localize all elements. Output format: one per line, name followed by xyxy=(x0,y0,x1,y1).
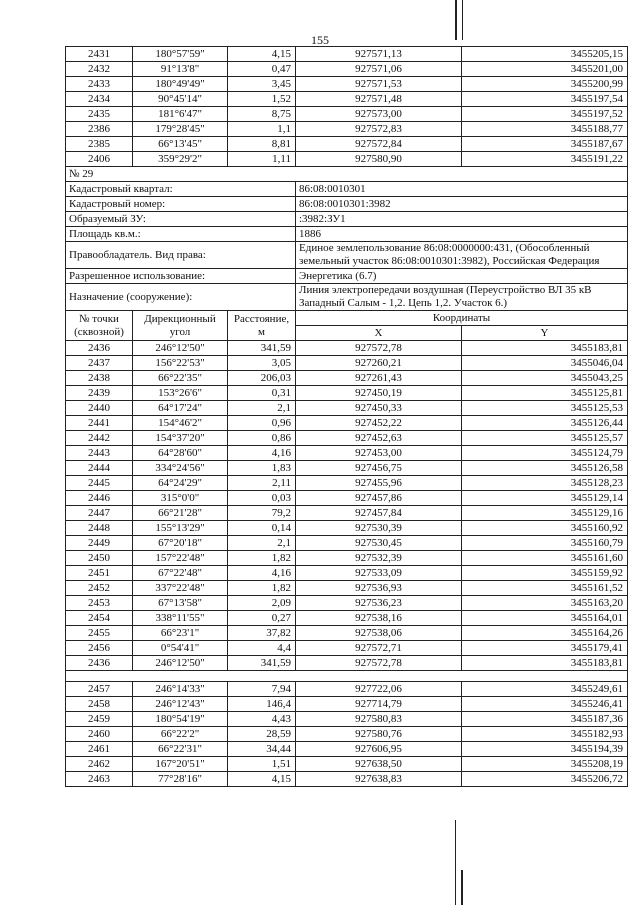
coord-y: 3455125,57 xyxy=(462,431,628,446)
distance: 1,51 xyxy=(228,757,296,772)
direction-angle: 180°57'59" xyxy=(133,47,228,62)
point-number: 2455 xyxy=(66,626,133,641)
point-number: 2406 xyxy=(66,152,133,167)
field-label: Кадастровый квартал: xyxy=(66,182,296,197)
distance: 34,44 xyxy=(228,742,296,757)
field-value: Энергетика (6.7) xyxy=(296,269,628,284)
coord-x: 927450,33 xyxy=(296,401,462,416)
coord-y: 3455183,81 xyxy=(462,341,628,356)
coord-y: 3455159,92 xyxy=(462,566,628,581)
table-row xyxy=(66,772,628,787)
direction-angle: 0°54'41" xyxy=(133,641,228,656)
direction-angle: 67°22'48" xyxy=(133,566,228,581)
scan-mark xyxy=(462,0,463,40)
distance: 0,47 xyxy=(228,62,296,77)
header-coordinates: Координаты xyxy=(296,311,628,326)
table-row xyxy=(66,122,628,137)
point-number: 2445 xyxy=(66,476,133,491)
point-number: 2434 xyxy=(66,92,133,107)
table-row xyxy=(66,611,628,626)
table-row xyxy=(66,491,628,506)
header-distance: Расстояние, м xyxy=(228,311,296,341)
distance: 4,4 xyxy=(228,641,296,656)
distance: 0,27 xyxy=(228,611,296,626)
coord-x: 927530,45 xyxy=(296,536,462,551)
coord-y: 3455206,72 xyxy=(462,772,628,787)
table-row xyxy=(66,107,628,122)
coord-y: 3455187,67 xyxy=(462,137,628,152)
table-row xyxy=(66,521,628,536)
coord-x: 927538,16 xyxy=(296,611,462,626)
distance: 0,03 xyxy=(228,491,296,506)
distance: 8,81 xyxy=(228,137,296,152)
direction-angle: 155°13'29" xyxy=(133,521,228,536)
coord-y: 3455128,23 xyxy=(462,476,628,491)
table-row xyxy=(66,62,628,77)
table-row xyxy=(66,416,628,431)
point-number: 2450 xyxy=(66,551,133,566)
coord-x: 927457,84 xyxy=(296,506,462,521)
direction-angle: 338°11'55" xyxy=(133,611,228,626)
point-number: 2435 xyxy=(66,107,133,122)
coord-x: 927452,22 xyxy=(296,416,462,431)
direction-angle: 64°24'29" xyxy=(133,476,228,491)
point-number: 2385 xyxy=(66,137,133,152)
coord-x: 927571,06 xyxy=(296,62,462,77)
coord-y: 3455043,25 xyxy=(462,371,628,386)
field-value: 1886 xyxy=(296,227,628,242)
coord-y: 3455182,93 xyxy=(462,727,628,742)
coord-y: 3455161,52 xyxy=(462,581,628,596)
distance: 0,96 xyxy=(228,416,296,431)
point-number: 2457 xyxy=(66,682,133,697)
direction-angle: 64°17'24" xyxy=(133,401,228,416)
table-row xyxy=(66,506,628,521)
point-number: 2437 xyxy=(66,356,133,371)
direction-angle: 67°13'58" xyxy=(133,596,228,611)
coord-x: 927261,43 xyxy=(296,371,462,386)
field-row xyxy=(66,197,628,212)
table-row xyxy=(66,461,628,476)
scan-mark xyxy=(461,870,463,905)
coord-y: 3455126,58 xyxy=(462,461,628,476)
coord-y: 3455164,01 xyxy=(462,611,628,626)
field-value: 86:08:0010301 xyxy=(296,182,628,197)
coord-y: 3455179,41 xyxy=(462,641,628,656)
distance: 1,83 xyxy=(228,461,296,476)
direction-angle: 91°13'8" xyxy=(133,62,228,77)
coord-y: 3455205,15 xyxy=(462,47,628,62)
coord-y: 3455188,77 xyxy=(462,122,628,137)
point-number: 2451 xyxy=(66,566,133,581)
distance: 2,11 xyxy=(228,476,296,491)
direction-angle: 337°22'48" xyxy=(133,581,228,596)
coord-x: 927722,06 xyxy=(296,682,462,697)
field-value: 86:08:0010301:3982 xyxy=(296,197,628,212)
point-number: 2453 xyxy=(66,596,133,611)
distance: 206,03 xyxy=(228,371,296,386)
table-row xyxy=(66,47,628,62)
point-number: 2432 xyxy=(66,62,133,77)
coord-y: 3455200,99 xyxy=(462,77,628,92)
table-row xyxy=(66,742,628,757)
direction-angle: 153°26'6" xyxy=(133,386,228,401)
coord-x: 927580,83 xyxy=(296,712,462,727)
table-row xyxy=(66,92,628,107)
distance: 3,45 xyxy=(228,77,296,92)
direction-angle: 180°49'49" xyxy=(133,77,228,92)
table-row xyxy=(66,356,628,371)
header-point: № точки (сквозной) xyxy=(66,311,133,341)
coord-x: 927450,19 xyxy=(296,386,462,401)
section-number: № 29 xyxy=(66,167,628,182)
distance: 4,16 xyxy=(228,566,296,581)
direction-angle: 315°0'0" xyxy=(133,491,228,506)
table-row xyxy=(66,536,628,551)
direction-angle: 67°20'18" xyxy=(133,536,228,551)
coord-x: 927638,83 xyxy=(296,772,462,787)
coord-y: 3455201,00 xyxy=(462,62,628,77)
table-row xyxy=(66,77,628,92)
field-row xyxy=(66,284,628,311)
direction-angle: 246°14'33" xyxy=(133,682,228,697)
coord-x: 927571,48 xyxy=(296,92,462,107)
coord-y: 3455197,54 xyxy=(462,92,628,107)
coord-y: 3455129,16 xyxy=(462,506,628,521)
coord-y: 3455160,92 xyxy=(462,521,628,536)
coord-x: 927536,23 xyxy=(296,596,462,611)
table-row xyxy=(66,566,628,581)
coord-x: 927455,96 xyxy=(296,476,462,491)
coord-y: 3455191,22 xyxy=(462,152,628,167)
coord-x: 927452,63 xyxy=(296,431,462,446)
point-number: 2461 xyxy=(66,742,133,757)
direction-angle: 154°37'20" xyxy=(133,431,228,446)
coord-x: 927573,00 xyxy=(296,107,462,122)
table-row xyxy=(66,712,628,727)
table-row xyxy=(66,341,628,356)
coord-x: 927571,13 xyxy=(296,47,462,62)
coord-x: 927533,09 xyxy=(296,566,462,581)
direction-angle: 246°12'50" xyxy=(133,656,228,671)
direction-angle: 66°22'35" xyxy=(133,371,228,386)
direction-angle: 66°21'28" xyxy=(133,506,228,521)
coord-y: 3455194,39 xyxy=(462,742,628,757)
coord-x: 927572,84 xyxy=(296,137,462,152)
coord-x: 927572,71 xyxy=(296,641,462,656)
point-number: 2438 xyxy=(66,371,133,386)
distance: 0,14 xyxy=(228,521,296,536)
table-row xyxy=(66,757,628,772)
table-row xyxy=(66,401,628,416)
field-label: Правообладатель. Вид права: xyxy=(66,242,296,269)
table-row xyxy=(66,581,628,596)
coord-x: 927538,06 xyxy=(296,626,462,641)
direction-angle: 77°28'16" xyxy=(133,772,228,787)
field-row xyxy=(66,212,628,227)
distance: 1,1 xyxy=(228,122,296,137)
coord-y: 3455183,81 xyxy=(462,656,628,671)
table-row xyxy=(66,371,628,386)
distance: 0,31 xyxy=(228,386,296,401)
coord-y: 3455161,60 xyxy=(462,551,628,566)
distance: 0,86 xyxy=(228,431,296,446)
point-number: 2444 xyxy=(66,461,133,476)
field-row xyxy=(66,242,628,269)
table-row xyxy=(66,446,628,461)
direction-angle: 156°22'53" xyxy=(133,356,228,371)
direction-angle: 359°29'2" xyxy=(133,152,228,167)
distance: 1,82 xyxy=(228,581,296,596)
point-number: 2436 xyxy=(66,656,133,671)
field-value: Линия электропередачи воздушная (Переустройство ВЛ 35 кВ Западный Салым - 1,2. Цепь 1,2. Участок 6.) xyxy=(296,284,628,311)
coordinates-table xyxy=(65,46,628,787)
distance: 2,09 xyxy=(228,596,296,611)
distance: 28,59 xyxy=(228,727,296,742)
point-number: 2442 xyxy=(66,431,133,446)
table-row xyxy=(66,656,628,671)
field-value: :3982:ЗУ1 xyxy=(296,212,628,227)
direction-angle: 334°24'56" xyxy=(133,461,228,476)
field-value: Единое землепользование 86:08:0000000:431, (Обособленный земельный участок 86:08:0010301:3982), Российская Федерация xyxy=(296,242,628,269)
direction-angle: 180°54'19" xyxy=(133,712,228,727)
distance: 341,59 xyxy=(228,341,296,356)
coord-x: 927714,79 xyxy=(296,697,462,712)
point-number: 2441 xyxy=(66,416,133,431)
field-label: Назначение (сооружение): xyxy=(66,284,296,311)
table-row xyxy=(66,596,628,611)
distance: 37,82 xyxy=(228,626,296,641)
table-row xyxy=(66,431,628,446)
point-number: 2436 xyxy=(66,341,133,356)
header-x: X xyxy=(296,326,462,341)
coord-y: 3455124,79 xyxy=(462,446,628,461)
coord-y: 3455163,20 xyxy=(462,596,628,611)
point-number: 2462 xyxy=(66,757,133,772)
coord-y: 3455197,52 xyxy=(462,107,628,122)
coord-x: 927580,90 xyxy=(296,152,462,167)
field-row xyxy=(66,182,628,197)
coord-y: 3455246,41 xyxy=(462,697,628,712)
header-angle: Дирекционный угол xyxy=(133,311,228,341)
distance: 3,05 xyxy=(228,356,296,371)
scan-mark xyxy=(455,0,457,40)
coord-x: 927572,83 xyxy=(296,122,462,137)
coord-x: 927532,39 xyxy=(296,551,462,566)
distance: 4,15 xyxy=(228,47,296,62)
table-row xyxy=(66,551,628,566)
table-row xyxy=(66,476,628,491)
distance: 2,1 xyxy=(228,401,296,416)
spacer-row xyxy=(66,671,628,682)
coord-y: 3455164,26 xyxy=(462,626,628,641)
distance: 1,52 xyxy=(228,92,296,107)
direction-angle: 66°22'2" xyxy=(133,727,228,742)
page-number: 155 xyxy=(311,33,329,47)
coord-x: 927580,76 xyxy=(296,727,462,742)
coord-y: 3455125,53 xyxy=(462,401,628,416)
point-number: 2440 xyxy=(66,401,133,416)
coord-y: 3455187,36 xyxy=(462,712,628,727)
coord-x: 927536,93 xyxy=(296,581,462,596)
field-label: Образуемый ЗУ: xyxy=(66,212,296,227)
field-label: Разрешенное использование: xyxy=(66,269,296,284)
coord-x: 927457,86 xyxy=(296,491,462,506)
header-y: Y xyxy=(462,326,628,341)
point-number: 2449 xyxy=(66,536,133,551)
table-row xyxy=(66,682,628,697)
direction-angle: 90°45'14" xyxy=(133,92,228,107)
coord-x: 927456,75 xyxy=(296,461,462,476)
direction-angle: 66°23'1" xyxy=(133,626,228,641)
distance: 4,16 xyxy=(228,446,296,461)
coord-x: 927453,00 xyxy=(296,446,462,461)
coord-y: 3455208,19 xyxy=(462,757,628,772)
distance: 4,15 xyxy=(228,772,296,787)
table-row xyxy=(66,697,628,712)
direction-angle: 167°20'51" xyxy=(133,757,228,772)
point-number: 2439 xyxy=(66,386,133,401)
point-number: 2443 xyxy=(66,446,133,461)
point-number: 2431 xyxy=(66,47,133,62)
direction-angle: 64°28'60" xyxy=(133,446,228,461)
distance: 1,82 xyxy=(228,551,296,566)
table-row xyxy=(66,626,628,641)
coord-y: 3455249,61 xyxy=(462,682,628,697)
distance: 79,2 xyxy=(228,506,296,521)
distance: 146,4 xyxy=(228,697,296,712)
coord-x: 927638,50 xyxy=(296,757,462,772)
point-number: 2448 xyxy=(66,521,133,536)
direction-angle: 66°22'31" xyxy=(133,742,228,757)
coord-x: 927572,78 xyxy=(296,341,462,356)
field-row xyxy=(66,227,628,242)
point-number: 2459 xyxy=(66,712,133,727)
direction-angle: 246°12'43" xyxy=(133,697,228,712)
coord-y: 3455125,81 xyxy=(462,386,628,401)
field-row xyxy=(66,269,628,284)
direction-angle: 246°12'50" xyxy=(133,341,228,356)
point-number: 2456 xyxy=(66,641,133,656)
table-row xyxy=(66,727,628,742)
direction-angle: 181°6'47" xyxy=(133,107,228,122)
distance: 341,59 xyxy=(228,656,296,671)
table-row xyxy=(66,152,628,167)
coord-y: 3455046,04 xyxy=(462,356,628,371)
scan-mark xyxy=(455,820,456,905)
coord-x: 927606,95 xyxy=(296,742,462,757)
distance: 7,94 xyxy=(228,682,296,697)
direction-angle: 66°13'45" xyxy=(133,137,228,152)
coord-y: 3455129,14 xyxy=(462,491,628,506)
coord-y: 3455126,44 xyxy=(462,416,628,431)
coord-x: 927530,39 xyxy=(296,521,462,536)
direction-angle: 179°28'45" xyxy=(133,122,228,137)
point-number: 2452 xyxy=(66,581,133,596)
point-number: 2433 xyxy=(66,77,133,92)
point-number: 2458 xyxy=(66,697,133,712)
distance: 4,43 xyxy=(228,712,296,727)
point-number: 2447 xyxy=(66,506,133,521)
distance: 2,1 xyxy=(228,536,296,551)
distance: 8,75 xyxy=(228,107,296,122)
table-row xyxy=(66,641,628,656)
point-number: 2460 xyxy=(66,727,133,742)
point-number: 2463 xyxy=(66,772,133,787)
point-number: 2454 xyxy=(66,611,133,626)
distance: 1,11 xyxy=(228,152,296,167)
coord-y: 3455160,79 xyxy=(462,536,628,551)
coord-x: 927572,78 xyxy=(296,656,462,671)
coord-x: 927260,21 xyxy=(296,356,462,371)
direction-angle: 154°46'2" xyxy=(133,416,228,431)
table-row xyxy=(66,137,628,152)
point-number: 2446 xyxy=(66,491,133,506)
field-label: Кадастровый номер: xyxy=(66,197,296,212)
coord-x: 927571,53 xyxy=(296,77,462,92)
direction-angle: 157°22'48" xyxy=(133,551,228,566)
point-number: 2386 xyxy=(66,122,133,137)
table-row xyxy=(66,386,628,401)
field-label: Площадь кв.м.: xyxy=(66,227,296,242)
